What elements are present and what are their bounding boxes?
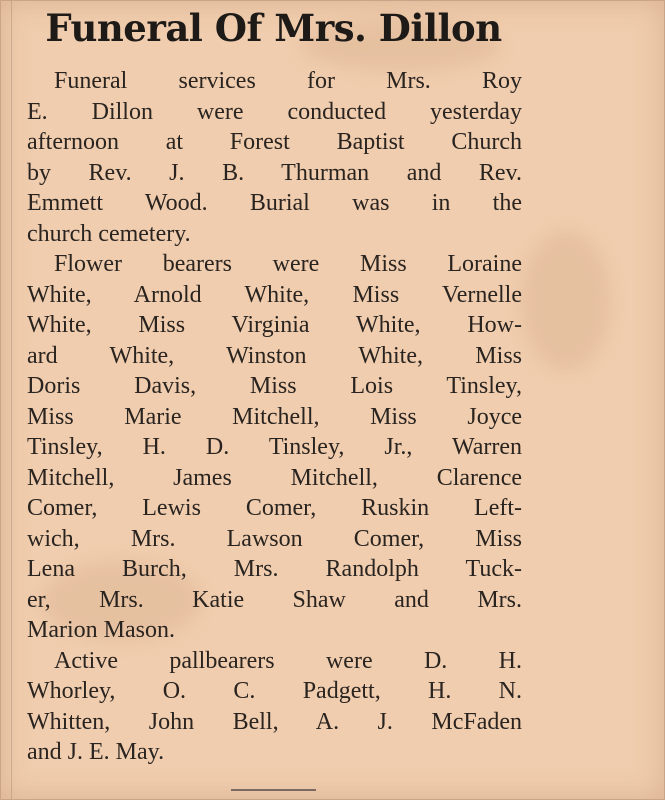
article-body: [27, 66, 522, 768]
text-line: Whorley, O. C. Padgett, H. N.: [27, 678, 522, 704]
text-line: Whitten, John Bell, A. J. McFaden: [27, 708, 522, 735]
text-line: Lena Burch, Mrs. Randolph Tuck-: [27, 556, 522, 582]
text-line: by Rev. J. B. Thurman and Rev.: [27, 159, 522, 186]
text-line: er, Mrs. Katie Shaw and Mrs.: [27, 586, 522, 613]
end-rule: [231, 789, 316, 791]
text-line: Flower bearers were Miss Loraine: [54, 251, 522, 277]
flower-bearers-paragraph: [27, 249, 522, 646]
text-line: Miss Marie Mitchell, Miss Joyce: [27, 403, 522, 430]
text-line: Marion Mason.: [27, 617, 175, 643]
text-line: Mitchell, James Mitchell, Clarence: [27, 464, 522, 491]
text-line: White, Miss Virginia White, How-: [27, 312, 522, 338]
text-line: ard White, Winston White, Miss: [27, 342, 522, 369]
text-line: Comer, Lewis Comer, Ruskin Left-: [27, 495, 522, 521]
fold-line: [11, 1, 12, 800]
text-line: Doris Davis, Miss Lois Tinsley,: [27, 373, 522, 399]
text-line: Emmett Wood. Burial was in the: [27, 190, 522, 216]
text-line: and J. E. May.: [27, 739, 165, 765]
text-line: wich, Mrs. Lawson Comer, Miss: [27, 525, 522, 552]
services-paragraph: [27, 66, 522, 249]
text-line: Tinsley, H. D. Tinsley, Jr., Warren: [27, 434, 522, 460]
text-line: church cemetery.: [27, 220, 191, 247]
text-line: E. Dillon were conducted yesterday: [27, 98, 522, 125]
pallbearers-paragraph: [27, 646, 522, 768]
text-line: White, Arnold White, Miss Vernelle: [27, 281, 522, 308]
headline: Funeral Of Mrs. Dillon: [45, 6, 502, 50]
text-line: Active pallbearers were D. H.: [54, 647, 522, 674]
text-line: afternoon at Forest Baptist Church: [27, 129, 522, 155]
text-line: Funeral services for Mrs. Roy: [54, 68, 522, 94]
